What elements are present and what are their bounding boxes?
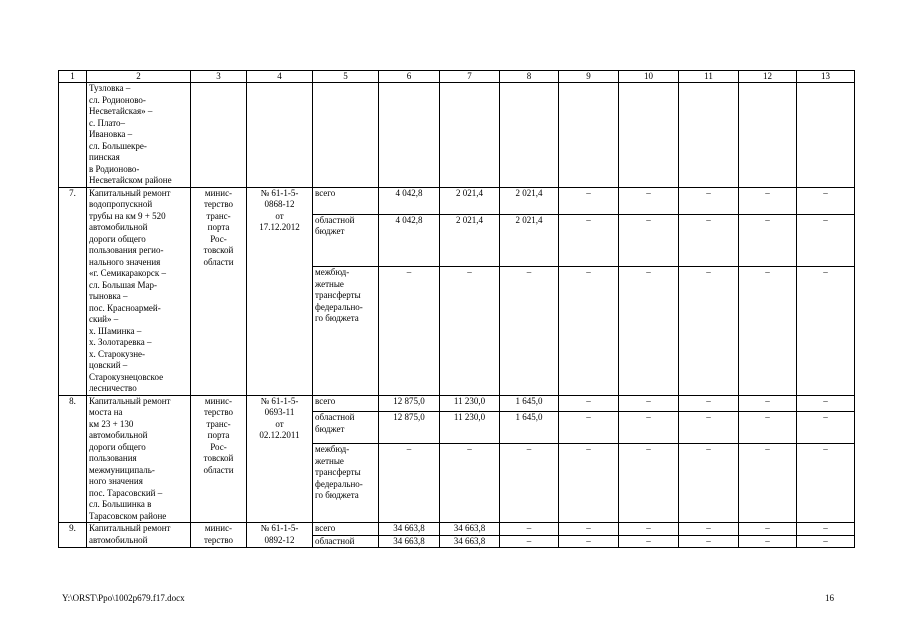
value-cell: – [559,412,619,444]
source-cell: всего [313,523,379,536]
value-cell: – [440,444,500,523]
row-number: 7. [59,187,87,395]
value-cell: 34 663,8 [379,535,440,548]
col-header: 5 [313,71,379,83]
source-cell: областной бюджет [313,412,379,444]
source-cell: всего [313,395,379,412]
value-cell: 4 042,8 [379,214,440,267]
value-cell: – [559,535,619,548]
document-cell: № 61-1-5- 0868-12 от 17.12.2012 [247,187,313,395]
value-cell: 34 663,8 [440,535,500,548]
value-cell: – [619,535,679,548]
value-cell: – [379,267,440,395]
value-cell: – [440,267,500,395]
value-cell: – [739,444,797,523]
value-cell: – [679,395,739,412]
col-header: 3 [191,71,247,83]
value-cell: – [559,395,619,412]
row-number: 8. [59,395,87,523]
page-number: 16 [825,593,834,603]
value-cell: – [797,214,855,267]
value-cell: – [619,412,679,444]
value-cell: – [500,535,559,548]
value-cell: – [619,267,679,395]
value-cell: – [619,444,679,523]
value-cell: 2 021,4 [440,214,500,267]
object-name-cell: Тузловка – сл. Родионово- Несветайская» – с. Плато– Ивановка – сл. Большекре- пинская в Родионово- Несветайском районе [87,83,191,188]
value-cell: 2 021,4 [500,187,559,214]
value-cell: – [739,267,797,395]
source-cell: межбюд- жетные трансферты федерально- го бюджета [313,444,379,523]
value-cell: 2 021,4 [440,187,500,214]
col-header: 11 [679,71,739,83]
customer-cell: минис- терство транс- порта Рос- товской области [191,395,247,523]
value-cell: 11 230,0 [440,395,500,412]
table-row-continuation [59,83,855,188]
value-cell: – [619,214,679,267]
col-header: 13 [797,71,855,83]
value-cell: – [739,187,797,214]
customer-cell: минис- терство [191,523,247,548]
value-cell: – [679,187,739,214]
source-cell: областной бюджет [313,214,379,267]
col-header: 4 [247,71,313,83]
value-cell: 11 230,0 [440,412,500,444]
value-cell: – [559,444,619,523]
file-path-footer: Y:\ORST\Ppo\1002p679.f17.docx [62,593,185,603]
value-cell: – [739,214,797,267]
value-cell: 34 663,8 [379,523,440,536]
value-cell: – [797,523,855,536]
table-row [59,523,855,536]
value-cell: 4 042,8 [379,187,440,214]
col-header: 9 [559,71,619,83]
value-cell: – [739,535,797,548]
value-cell: – [500,267,559,395]
value-cell: – [797,535,855,548]
value-cell: – [500,444,559,523]
value-cell: – [559,267,619,395]
source-cell: всего [313,187,379,214]
column-number-row [59,71,855,83]
value-cell: – [739,523,797,536]
table-row [59,187,855,214]
col-header: 1 [59,71,87,83]
value-cell: 34 663,8 [440,523,500,536]
value-cell: – [679,535,739,548]
object-name-cell: Капитальный ремонт автомобильной [87,523,191,548]
table-row [59,395,855,412]
col-header: 6 [379,71,440,83]
source-cell: межбюд- жетные трансферты федерально- го бюджета [313,267,379,395]
value-cell: – [559,214,619,267]
value-cell: – [797,395,855,412]
value-cell: – [797,444,855,523]
value-cell: – [797,187,855,214]
col-header: 12 [739,71,797,83]
col-header: 10 [619,71,679,83]
col-header: 2 [87,71,191,83]
value-cell: – [619,187,679,214]
source-cell: областной [313,535,379,548]
row-number: 9. [59,523,87,548]
value-cell: – [500,523,559,536]
value-cell: – [559,187,619,214]
value-cell: – [739,395,797,412]
value-cell: – [679,523,739,536]
value-cell: 12 875,0 [379,395,440,412]
value-cell: 2 021,4 [500,214,559,267]
object-name-cell: Капитальный ремонт водопропускной трубы на км 9 + 520 автомобильной дороги общего пользования регио- нального значения «г. Семикаракорск – сл. Большая Мар- тыновка – пос. Красноармей- ский» – х. Шаминка – х. Золотаревка – х. Старокузне- цовский – Старокузнецовское лесничество [87,187,191,395]
value-cell: – [679,214,739,267]
value-cell: 1 645,0 [500,395,559,412]
value-cell: – [797,267,855,395]
customer-cell: минис- терство транс- порта Рос- товской области [191,187,247,395]
value-cell: – [559,523,619,536]
col-header: 8 [500,71,559,83]
value-cell: – [679,444,739,523]
value-cell: 12 875,0 [379,412,440,444]
object-name-cell: Капитальный ремонт моста на км 23 + 130 автомобильной дороги общего пользования межмуниципаль- ного значения пос. Тарасовский – сл. Большинка в Тарасовском районе [87,395,191,523]
value-cell: – [619,523,679,536]
document-cell: № 61-1-5- 0892-12 [247,523,313,548]
col-header: 7 [440,71,500,83]
value-cell: – [679,412,739,444]
value-cell: – [619,395,679,412]
value-cell: – [679,267,739,395]
value-cell: 1 645,0 [500,412,559,444]
document-cell: № 61-1-5- 0693-11 от 02.12.2011 [247,395,313,523]
value-cell: – [739,412,797,444]
value-cell: – [379,444,440,523]
budget-table [58,70,855,548]
value-cell: – [797,412,855,444]
